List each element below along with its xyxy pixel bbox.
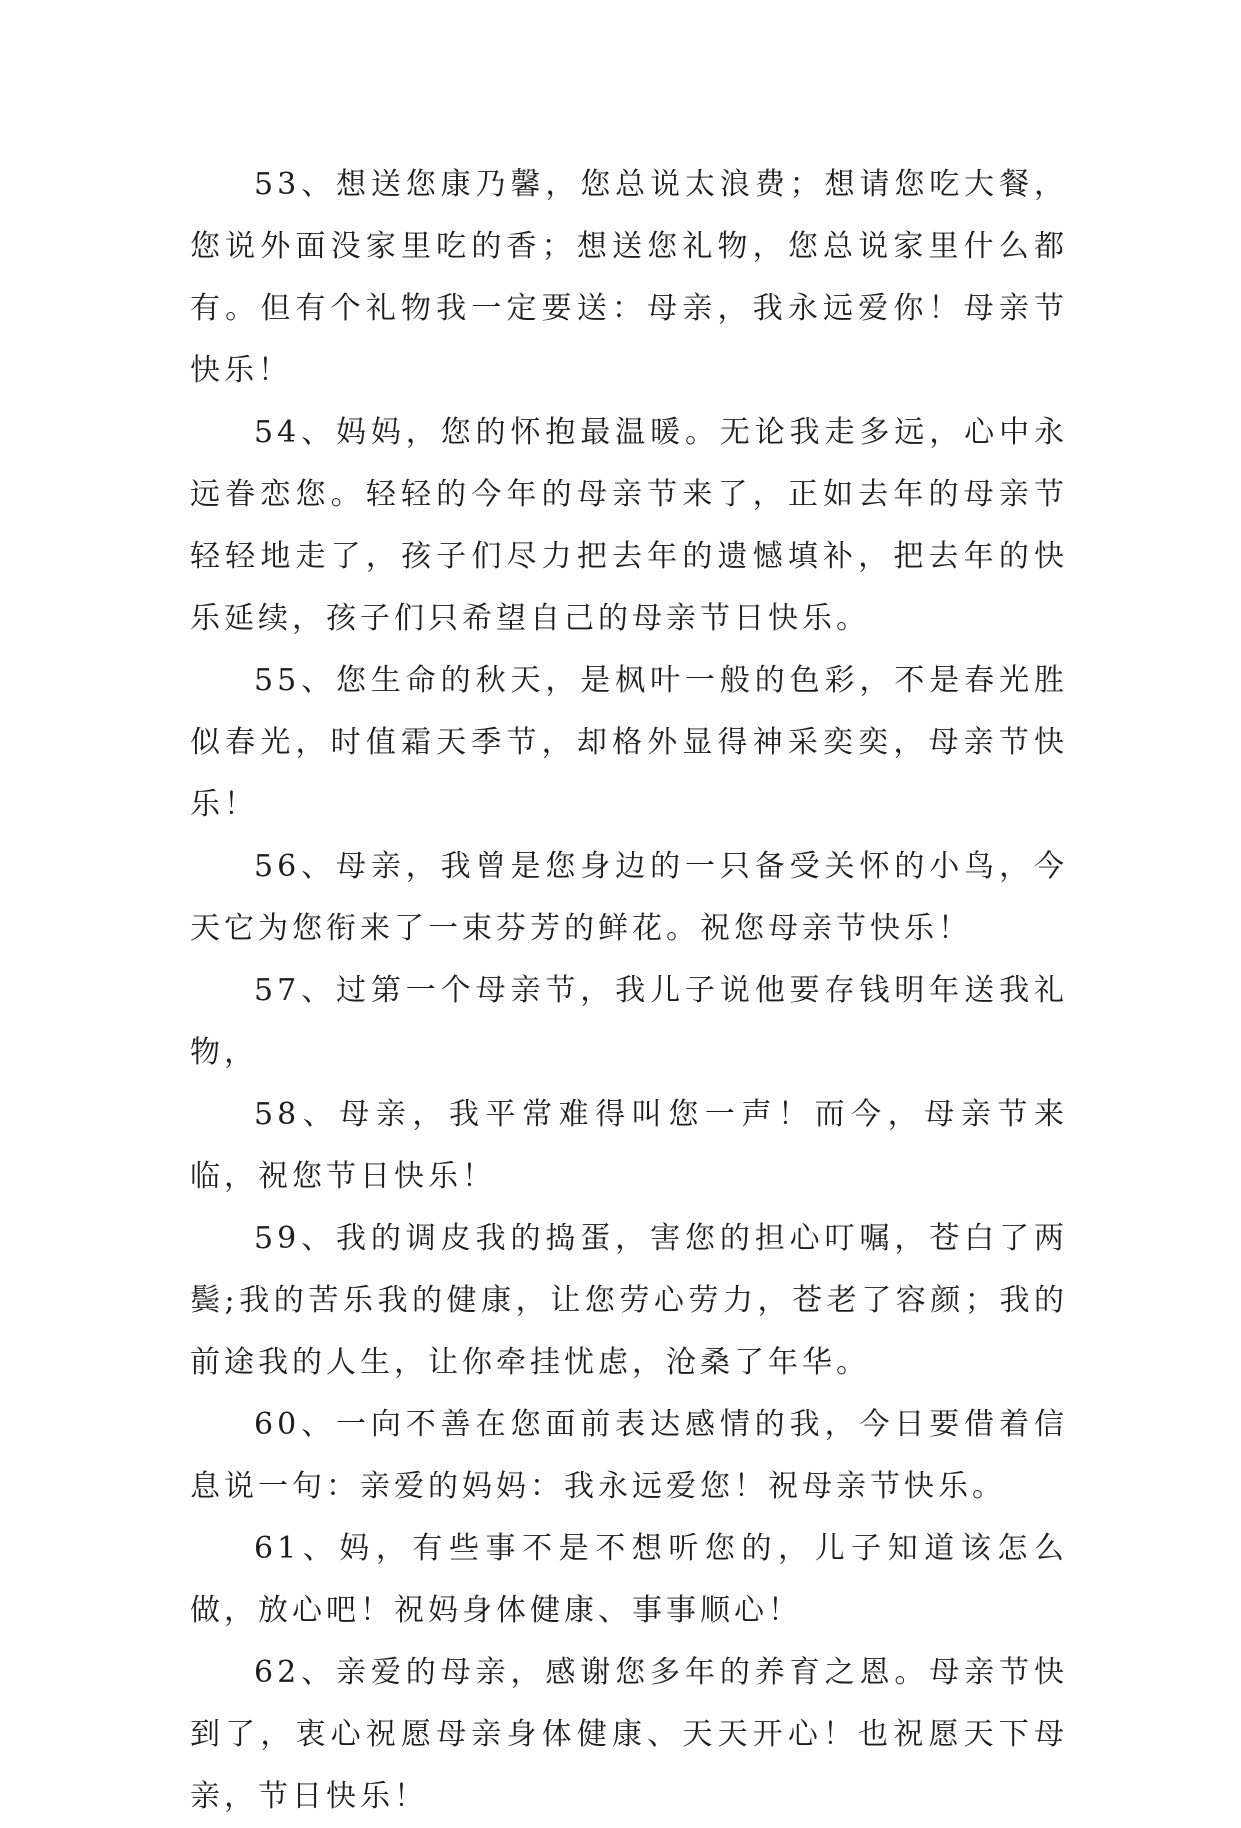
paragraph-53: 53、想送您康乃馨，您总说太浪费；想请您吃大餐，您说外面没家里吃的香；想送您礼物，您总说家里什么都有。但有个礼物我一定要送：母亲，我永远爱你！母亲节快乐！ <box>190 167 1068 388</box>
paragraph-55: 55、您生命的秋天，是枫叶一般的色彩，不是春光胜似春光，时值霜天季节，却格外显得神采奕奕，母亲节快乐！ <box>190 663 1068 822</box>
paragraph-59: 59、我的调皮我的捣蛋，害您的担心叮嘱，苍白了两鬓;我的苦乐我的健康，让您劳心劳力，苍老了容颜；我的前途我的人生，让你牵挂忧虑，沧桑了年华。 <box>190 1221 1068 1380</box>
paragraph-54: 54、妈妈，您的怀抱最温暖。无论我走多远，心中永远眷恋您。轻轻的今年的母亲节来了，正如去年的母亲节轻轻地走了，孩子们尽力把去年的遗憾填补，把去年的快乐延续，孩子们只希望自己的母亲节日快乐。 <box>190 415 1068 636</box>
paragraph-62: 62、亲爱的母亲，感谢您多年的养育之恩。母亲节快到了，衷心祝愿母亲身体健康、天天开心！也祝愿天下母亲，节日快乐！ <box>190 1655 1068 1814</box>
paragraph-56: 56、母亲，我曾是您身边的一只备受关怀的小鸟，今天它为您衔来了一束芬芳的鲜花。祝您母亲节快乐！ <box>190 849 1068 946</box>
paragraph-58: 58、母亲，我平常难得叫您一声！而今，母亲节来临，祝您节日快乐！ <box>190 1097 1068 1194</box>
paragraph-61: 61、妈，有些事不是不想听您的，儿子知道该怎么做，放心吧！祝妈身体健康、事事顺心！ <box>190 1531 1068 1628</box>
paragraph-60: 60、一向不善在您面前表达感情的我，今日要借着信息说一句：亲爱的妈妈：我永远爱您！祝母亲节快乐。 <box>190 1407 1068 1504</box>
document-body <box>190 154 1068 1828</box>
paragraph-57: 57、过第一个母亲节，我儿子说他要存钱明年送我礼物， <box>190 973 1068 1070</box>
